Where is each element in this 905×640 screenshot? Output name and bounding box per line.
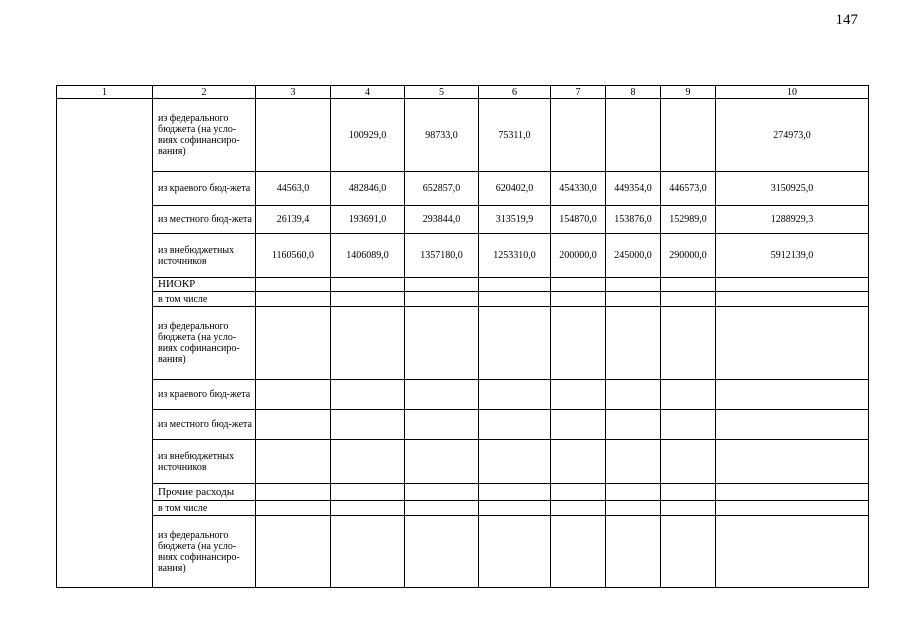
value-cell: 153876,0 [606, 206, 661, 234]
header-cell: 7 [551, 86, 606, 99]
value-cell [661, 380, 716, 410]
row-label: из местного бюд-жета [153, 206, 256, 234]
value-cell: 313519,9 [479, 206, 551, 234]
value-cell [551, 516, 606, 588]
value-cell [331, 278, 405, 292]
value-cell [606, 410, 661, 440]
value-cell [405, 307, 479, 380]
row-label: из внебюджетных источников [153, 234, 256, 278]
value-cell [479, 292, 551, 307]
value-cell [606, 440, 661, 484]
value-cell [716, 278, 869, 292]
row-group-cell [57, 234, 153, 278]
value-cell [551, 278, 606, 292]
value-cell: 1288929,3 [716, 206, 869, 234]
table-row [57, 501, 869, 516]
row-group-cell [57, 501, 153, 516]
value-cell [661, 501, 716, 516]
budget-table [56, 85, 869, 588]
header-cell: 9 [661, 86, 716, 99]
value-cell [256, 292, 331, 307]
value-cell [551, 380, 606, 410]
value-cell [256, 307, 331, 380]
value-cell: 1357180,0 [405, 234, 479, 278]
value-cell [716, 307, 869, 380]
value-cell [716, 410, 869, 440]
table-row [57, 172, 869, 206]
value-cell [405, 278, 479, 292]
value-cell [479, 380, 551, 410]
value-cell [405, 484, 479, 501]
row-label: Прочие расходы [153, 484, 256, 501]
value-cell [661, 516, 716, 588]
value-cell [256, 99, 331, 172]
value-cell: 290000,0 [661, 234, 716, 278]
value-cell: 26139,4 [256, 206, 331, 234]
value-cell [479, 484, 551, 501]
value-cell: 152989,0 [661, 206, 716, 234]
table-row [57, 99, 869, 172]
value-cell: 274973,0 [716, 99, 869, 172]
header-cell: 5 [405, 86, 479, 99]
value-cell [716, 501, 869, 516]
value-cell [606, 380, 661, 410]
value-cell [551, 292, 606, 307]
value-cell: 3150925,0 [716, 172, 869, 206]
row-group-cell [57, 206, 153, 234]
value-cell: 1253310,0 [479, 234, 551, 278]
value-cell [405, 410, 479, 440]
value-cell [551, 484, 606, 501]
row-label: в том числе [153, 501, 256, 516]
value-cell: 200000,0 [551, 234, 606, 278]
value-cell [606, 278, 661, 292]
table-row [57, 516, 869, 588]
table-row [57, 234, 869, 278]
table-row [57, 278, 869, 292]
value-cell: 1406089,0 [331, 234, 405, 278]
value-cell [716, 484, 869, 501]
value-cell [716, 516, 869, 588]
value-cell: 75311,0 [479, 99, 551, 172]
value-cell [331, 516, 405, 588]
row-label: из краевого бюд-жета [153, 172, 256, 206]
table-row [57, 380, 869, 410]
row-label: из краевого бюд-жета [153, 380, 256, 410]
value-cell [716, 440, 869, 484]
value-cell: 293844,0 [405, 206, 479, 234]
row-group-cell [57, 410, 153, 440]
value-cell: 482846,0 [331, 172, 405, 206]
value-cell [256, 484, 331, 501]
value-cell [479, 516, 551, 588]
value-cell [606, 516, 661, 588]
value-cell [405, 440, 479, 484]
value-cell [331, 380, 405, 410]
row-group-cell [57, 440, 153, 484]
page-number: 147 [835, 12, 858, 28]
value-cell: 154870,0 [551, 206, 606, 234]
row-group-cell [57, 292, 153, 307]
value-cell [661, 278, 716, 292]
table-row [57, 440, 869, 484]
value-cell: 449354,0 [606, 172, 661, 206]
header-cell: 3 [256, 86, 331, 99]
table-row [57, 206, 869, 234]
value-cell [661, 307, 716, 380]
value-cell [256, 516, 331, 588]
value-cell [331, 440, 405, 484]
value-cell: 446573,0 [661, 172, 716, 206]
value-cell [716, 380, 869, 410]
value-cell: 44563,0 [256, 172, 331, 206]
value-cell [551, 501, 606, 516]
value-cell [661, 292, 716, 307]
value-cell [331, 307, 405, 380]
value-cell: 652857,0 [405, 172, 479, 206]
header-cell: 1 [57, 86, 153, 99]
table-row [57, 307, 869, 380]
row-group-cell [57, 380, 153, 410]
value-cell [606, 501, 661, 516]
value-cell [716, 292, 869, 307]
value-cell [661, 410, 716, 440]
value-cell: 98733,0 [405, 99, 479, 172]
value-cell: 5912139,0 [716, 234, 869, 278]
header-cell: 4 [331, 86, 405, 99]
row-label: из федерального бюджета (на усло-виях софинансиро-вания) [153, 99, 256, 172]
value-cell [479, 501, 551, 516]
value-cell [256, 440, 331, 484]
value-cell: 1160560,0 [256, 234, 331, 278]
value-cell [661, 484, 716, 501]
value-cell [606, 292, 661, 307]
value-cell [331, 501, 405, 516]
value-cell [331, 484, 405, 501]
header-cell: 2 [153, 86, 256, 99]
value-cell [479, 440, 551, 484]
row-label: из местного бюд-жета [153, 410, 256, 440]
row-label: из внебюджетных источников [153, 440, 256, 484]
value-cell [606, 484, 661, 501]
value-cell [405, 292, 479, 307]
value-cell [256, 380, 331, 410]
value-cell [405, 516, 479, 588]
header-cell: 6 [479, 86, 551, 99]
header-cell: 10 [716, 86, 869, 99]
row-label: НИОКР [153, 278, 256, 292]
value-cell [661, 99, 716, 172]
row-label: в том числе [153, 292, 256, 307]
table-row [57, 410, 869, 440]
table-row [57, 484, 869, 501]
value-cell [551, 307, 606, 380]
value-cell: 100929,0 [331, 99, 405, 172]
row-label: из федерального бюджета (на усло-виях софинансиро-вания) [153, 307, 256, 380]
value-cell [479, 307, 551, 380]
row-group-cell [57, 516, 153, 588]
value-cell [606, 307, 661, 380]
value-cell [606, 99, 661, 172]
value-cell [551, 410, 606, 440]
value-cell [331, 292, 405, 307]
value-cell [551, 99, 606, 172]
value-cell [256, 410, 331, 440]
header-cell: 8 [606, 86, 661, 99]
value-cell [479, 278, 551, 292]
value-cell: 193691,0 [331, 206, 405, 234]
table-row [57, 292, 869, 307]
value-cell [405, 380, 479, 410]
row-group-cell [57, 307, 153, 380]
value-cell: 620402,0 [479, 172, 551, 206]
row-group-cell [57, 278, 153, 292]
value-cell [256, 278, 331, 292]
row-group-cell [57, 99, 153, 172]
row-label: из федерального бюджета (на усло-виях софинансиро-вания) [153, 516, 256, 588]
value-cell [331, 410, 405, 440]
row-group-cell [57, 172, 153, 206]
value-cell [661, 440, 716, 484]
value-cell [405, 501, 479, 516]
value-cell: 454330,0 [551, 172, 606, 206]
header-row [57, 86, 869, 99]
value-cell: 245000,0 [606, 234, 661, 278]
value-cell [256, 501, 331, 516]
value-cell [479, 410, 551, 440]
row-group-cell [57, 484, 153, 501]
value-cell [551, 440, 606, 484]
